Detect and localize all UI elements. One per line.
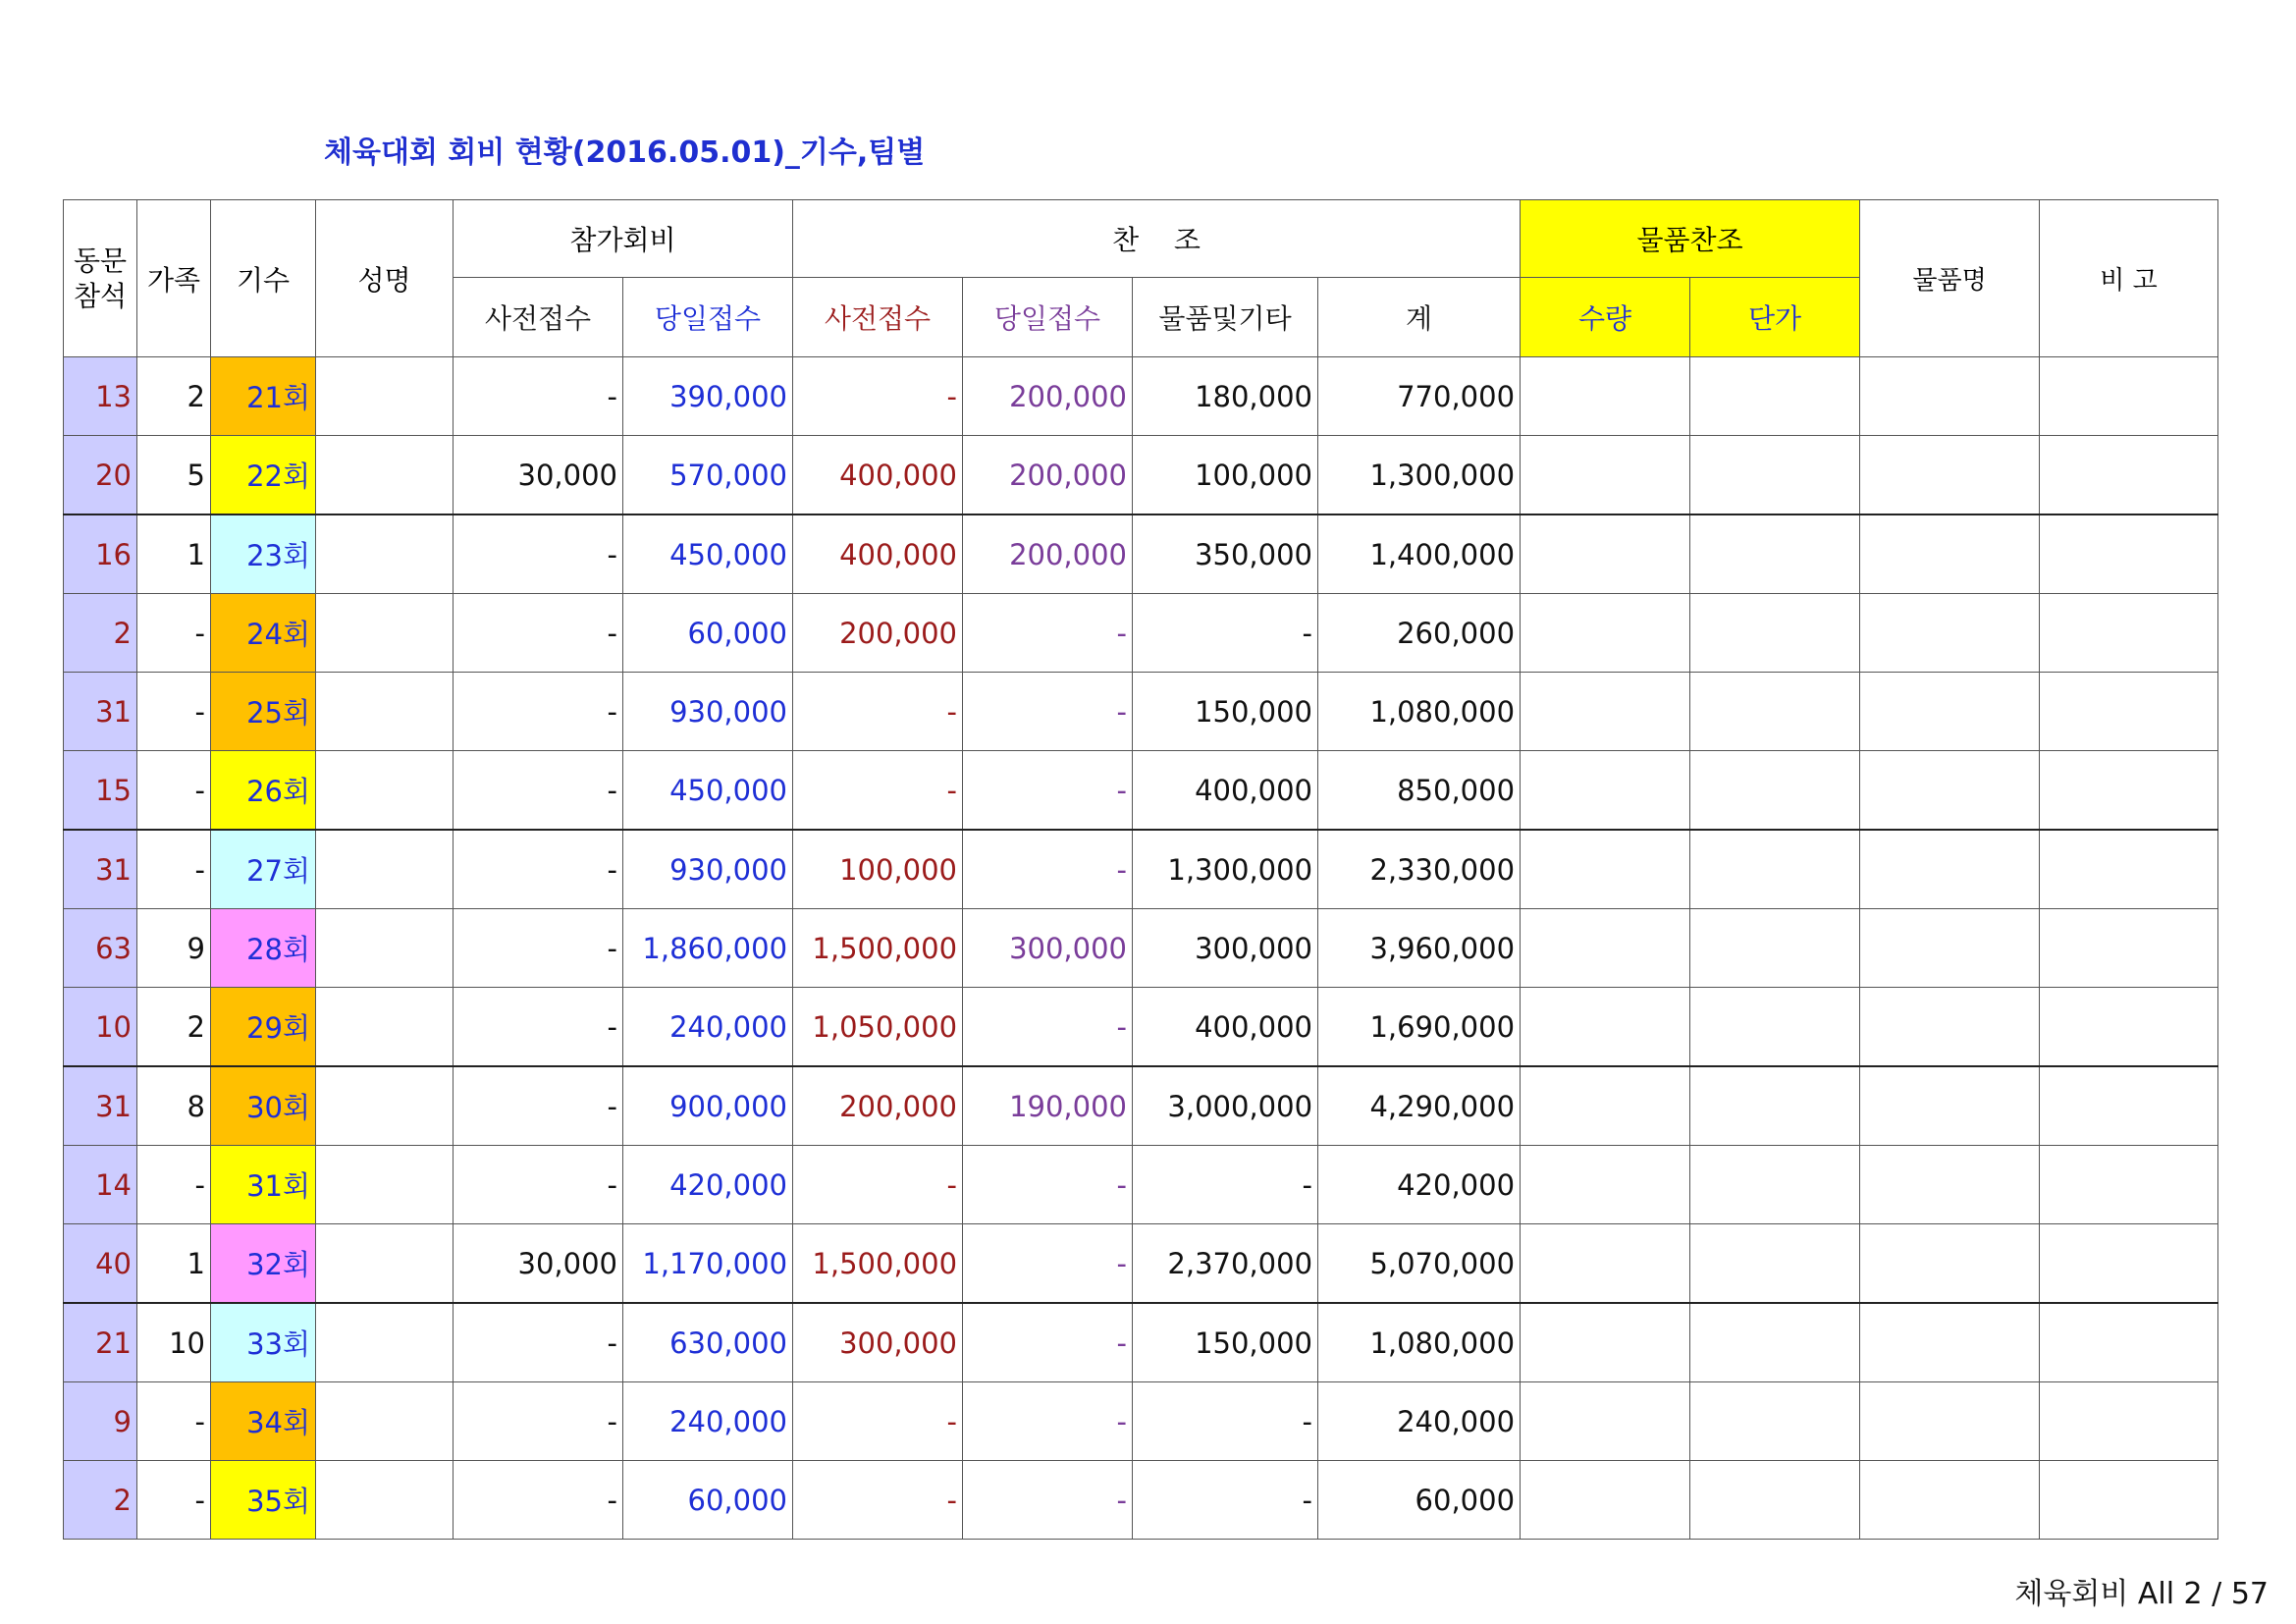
- header-fee-day: 당일접수: [623, 278, 793, 357]
- cell-gisu: 33회: [211, 1303, 316, 1382]
- cell-fee-day: 240,000: [623, 988, 793, 1067]
- cell-sponsor-day: -: [963, 1224, 1133, 1304]
- cell-gisu: 27회: [211, 830, 316, 909]
- header-name: 성명: [316, 200, 454, 357]
- cell-gisu: 34회: [211, 1382, 316, 1461]
- dues-table: [63, 199, 2218, 1540]
- cell-sponsor-day: -: [963, 673, 1133, 751]
- cell-fee-day: 630,000: [623, 1303, 793, 1382]
- cell-fee-pre: -: [454, 514, 623, 594]
- cell-goods-name: [1860, 673, 2040, 751]
- cell-sponsor-day: 190,000: [963, 1066, 1133, 1146]
- cell-sponsor-goods: 2,370,000: [1133, 1224, 1318, 1304]
- header-goods-name: 물품명: [1860, 200, 2040, 357]
- cell-fee-pre: -: [454, 1066, 623, 1146]
- cell-sponsor-goods: 350,000: [1133, 514, 1318, 594]
- header-qty: 수량: [1521, 278, 1690, 357]
- cell-goods-name: [1860, 1224, 2040, 1304]
- table-row: [64, 436, 2218, 515]
- cell-family: 1: [137, 514, 211, 594]
- cell-fee-pre: 30,000: [454, 1224, 623, 1304]
- cell-fee-pre: -: [454, 673, 623, 751]
- cell-sponsor-pre: 200,000: [793, 594, 963, 673]
- cell-total: 1,080,000: [1318, 673, 1521, 751]
- cell-sponsor-goods: -: [1133, 1382, 1318, 1461]
- cell-sponsor-day: 200,000: [963, 357, 1133, 436]
- cell-price: [1690, 436, 1860, 515]
- cell-fee-day: 60,000: [623, 1461, 793, 1540]
- cell-remark: [2040, 909, 2218, 988]
- cell-sponsor-day: -: [963, 830, 1133, 909]
- cell-price: [1690, 673, 1860, 751]
- cell-gisu: 35회: [211, 1461, 316, 1540]
- cell-remark: [2040, 1066, 2218, 1146]
- cell-fee-day: 390,000: [623, 357, 793, 436]
- cell-dongmun: 9: [64, 1382, 137, 1461]
- table-row: [64, 1224, 2218, 1304]
- cell-name: [316, 594, 454, 673]
- cell-name: [316, 830, 454, 909]
- table-row: [64, 1382, 2218, 1461]
- cell-name: [316, 436, 454, 515]
- cell-gisu: 32회: [211, 1224, 316, 1304]
- cell-dongmun: 2: [64, 1461, 137, 1540]
- cell-sponsor-day: -: [963, 1303, 1133, 1382]
- page-footer: 체육회비 All 2 / 57: [2014, 1577, 2269, 1611]
- table-row: [64, 1461, 2218, 1540]
- cell-qty: [1521, 751, 1690, 831]
- cell-price: [1690, 594, 1860, 673]
- cell-sponsor-pre: 100,000: [793, 830, 963, 909]
- cell-sponsor-day: -: [963, 1461, 1133, 1540]
- header-total: 계: [1318, 278, 1521, 357]
- header-goods-group: 물품찬조: [1521, 200, 1860, 278]
- cell-sponsor-day: -: [963, 751, 1133, 831]
- cell-sponsor-pre: -: [793, 357, 963, 436]
- cell-fee-pre: 30,000: [454, 436, 623, 515]
- cell-qty: [1521, 594, 1690, 673]
- table-row: [64, 751, 2218, 831]
- cell-qty: [1521, 357, 1690, 436]
- cell-qty: [1521, 1224, 1690, 1304]
- cell-dongmun: 63: [64, 909, 137, 988]
- cell-fee-day: 570,000: [623, 436, 793, 515]
- cell-family: -: [137, 751, 211, 831]
- cell-qty: [1521, 909, 1690, 988]
- cell-sponsor-goods: 150,000: [1133, 1303, 1318, 1382]
- cell-sponsor-day: 200,000: [963, 514, 1133, 594]
- cell-price: [1690, 1146, 1860, 1224]
- cell-goods-name: [1860, 1461, 2040, 1540]
- cell-sponsor-pre: -: [793, 1146, 963, 1224]
- cell-goods-name: [1860, 1303, 2040, 1382]
- header-dongmun: 동문 참석: [64, 200, 137, 357]
- cell-name: [316, 1303, 454, 1382]
- cell-family: -: [137, 594, 211, 673]
- cell-dongmun: 31: [64, 673, 137, 751]
- cell-gisu: 21회: [211, 357, 316, 436]
- cell-gisu: 28회: [211, 909, 316, 988]
- table-row: [64, 514, 2218, 594]
- cell-total: 1,080,000: [1318, 1303, 1521, 1382]
- cell-remark: [2040, 1224, 2218, 1304]
- cell-family: -: [137, 673, 211, 751]
- table-row: [64, 988, 2218, 1067]
- cell-dongmun: 2: [64, 594, 137, 673]
- cell-sponsor-pre: 200,000: [793, 1066, 963, 1146]
- cell-remark: [2040, 1146, 2218, 1224]
- cell-name: [316, 909, 454, 988]
- cell-sponsor-pre: -: [793, 1461, 963, 1540]
- cell-dongmun: 15: [64, 751, 137, 831]
- cell-family: 5: [137, 436, 211, 515]
- cell-dongmun: 40: [64, 1224, 137, 1304]
- cell-sponsor-goods: -: [1133, 1146, 1318, 1224]
- cell-name: [316, 988, 454, 1067]
- cell-sponsor-pre: 400,000: [793, 436, 963, 515]
- cell-gisu: 26회: [211, 751, 316, 831]
- cell-fee-pre: -: [454, 1303, 623, 1382]
- cell-remark: [2040, 673, 2218, 751]
- cell-sponsor-pre: 400,000: [793, 514, 963, 594]
- cell-total: 3,960,000: [1318, 909, 1521, 988]
- cell-fee-day: 1,170,000: [623, 1224, 793, 1304]
- cell-sponsor-goods: 3,000,000: [1133, 1066, 1318, 1146]
- cell-sponsor-goods: -: [1133, 1461, 1318, 1540]
- cell-goods-name: [1860, 1146, 2040, 1224]
- cell-sponsor-goods: -: [1133, 594, 1318, 673]
- cell-goods-name: [1860, 1066, 2040, 1146]
- cell-fee-pre: -: [454, 1382, 623, 1461]
- cell-name: [316, 1066, 454, 1146]
- cell-price: [1690, 1066, 1860, 1146]
- cell-family: -: [137, 1146, 211, 1224]
- cell-dongmun: 31: [64, 830, 137, 909]
- cell-total: 850,000: [1318, 751, 1521, 831]
- cell-goods-name: [1860, 1382, 2040, 1461]
- cell-sponsor-goods: 400,000: [1133, 751, 1318, 831]
- cell-remark: [2040, 436, 2218, 515]
- cell-total: 60,000: [1318, 1461, 1521, 1540]
- cell-fee-pre: -: [454, 1461, 623, 1540]
- header-sponsor-group: 찬 조: [793, 200, 1521, 278]
- table-row: [64, 1146, 2218, 1224]
- cell-name: [316, 1224, 454, 1304]
- cell-fee-day: 450,000: [623, 751, 793, 831]
- cell-gisu: 29회: [211, 988, 316, 1067]
- cell-fee-pre: -: [454, 751, 623, 831]
- cell-sponsor-day: 200,000: [963, 436, 1133, 515]
- cell-price: [1690, 514, 1860, 594]
- cell-gisu: 22회: [211, 436, 316, 515]
- cell-sponsor-goods: 300,000: [1133, 909, 1318, 988]
- cell-qty: [1521, 1382, 1690, 1461]
- cell-fee-pre: -: [454, 830, 623, 909]
- cell-price: [1690, 1303, 1860, 1382]
- cell-remark: [2040, 594, 2218, 673]
- cell-gisu: 24회: [211, 594, 316, 673]
- cell-qty: [1521, 1066, 1690, 1146]
- cell-fee-day: 60,000: [623, 594, 793, 673]
- table-row: [64, 830, 2218, 909]
- cell-goods-name: [1860, 514, 2040, 594]
- cell-fee-day: 420,000: [623, 1146, 793, 1224]
- cell-fee-day: 1,860,000: [623, 909, 793, 988]
- cell-goods-name: [1860, 988, 2040, 1067]
- cell-dongmun: 13: [64, 357, 137, 436]
- cell-dongmun: 31: [64, 1066, 137, 1146]
- cell-qty: [1521, 830, 1690, 909]
- cell-name: [316, 1382, 454, 1461]
- cell-price: [1690, 1224, 1860, 1304]
- header-gisu: 기수: [211, 200, 316, 357]
- cell-sponsor-day: -: [963, 988, 1133, 1067]
- cell-sponsor-day: -: [963, 1146, 1133, 1224]
- cell-fee-pre: -: [454, 594, 623, 673]
- cell-qty: [1521, 988, 1690, 1067]
- cell-remark: [2040, 1382, 2218, 1461]
- cell-family: 8: [137, 1066, 211, 1146]
- table-row: [64, 357, 2218, 436]
- cell-total: 1,400,000: [1318, 514, 1521, 594]
- cell-sponsor-goods: 1,300,000: [1133, 830, 1318, 909]
- cell-family: 9: [137, 909, 211, 988]
- cell-fee-day: 240,000: [623, 1382, 793, 1461]
- cell-family: -: [137, 830, 211, 909]
- cell-sponsor-day: -: [963, 594, 1133, 673]
- cell-sponsor-day: -: [963, 1382, 1133, 1461]
- cell-sponsor-pre: 1,500,000: [793, 1224, 963, 1304]
- cell-price: [1690, 909, 1860, 988]
- cell-sponsor-pre: -: [793, 1382, 963, 1461]
- cell-price: [1690, 988, 1860, 1067]
- cell-remark: [2040, 514, 2218, 594]
- cell-name: [316, 1146, 454, 1224]
- cell-name: [316, 673, 454, 751]
- table-row: [64, 1066, 2218, 1146]
- cell-price: [1690, 830, 1860, 909]
- cell-family: 10: [137, 1303, 211, 1382]
- cell-price: [1690, 1461, 1860, 1540]
- cell-total: 770,000: [1318, 357, 1521, 436]
- cell-family: 2: [137, 357, 211, 436]
- header-fee-group: 참가회비: [454, 200, 793, 278]
- cell-price: [1690, 357, 1860, 436]
- cell-goods-name: [1860, 909, 2040, 988]
- cell-total: 1,300,000: [1318, 436, 1521, 515]
- cell-family: 2: [137, 988, 211, 1067]
- cell-family: -: [137, 1461, 211, 1540]
- cell-sponsor-pre: 300,000: [793, 1303, 963, 1382]
- cell-sponsor-goods: 400,000: [1133, 988, 1318, 1067]
- cell-sponsor-pre: -: [793, 673, 963, 751]
- cell-sponsor-pre: 1,050,000: [793, 988, 963, 1067]
- cell-total: 5,070,000: [1318, 1224, 1521, 1304]
- cell-qty: [1521, 514, 1690, 594]
- cell-fee-pre: -: [454, 909, 623, 988]
- cell-family: -: [137, 1382, 211, 1461]
- cell-gisu: 23회: [211, 514, 316, 594]
- cell-dongmun: 16: [64, 514, 137, 594]
- cell-fee-day: 930,000: [623, 673, 793, 751]
- cell-sponsor-pre: 1,500,000: [793, 909, 963, 988]
- header-sponsor-pre: 사전접수: [793, 278, 963, 357]
- cell-remark: [2040, 357, 2218, 436]
- cell-fee-pre: -: [454, 357, 623, 436]
- table-row: [64, 594, 2218, 673]
- cell-remark: [2040, 830, 2218, 909]
- cell-qty: [1521, 1146, 1690, 1224]
- cell-total: 4,290,000: [1318, 1066, 1521, 1146]
- cell-sponsor-goods: 150,000: [1133, 673, 1318, 751]
- cell-qty: [1521, 1303, 1690, 1382]
- header-family: 가족: [137, 200, 211, 357]
- cell-fee-day: 450,000: [623, 514, 793, 594]
- table-row: [64, 1303, 2218, 1382]
- cell-name: [316, 751, 454, 831]
- cell-gisu: 31회: [211, 1146, 316, 1224]
- cell-name: [316, 514, 454, 594]
- cell-gisu: 25회: [211, 673, 316, 751]
- cell-fee-day: 900,000: [623, 1066, 793, 1146]
- cell-qty: [1521, 1461, 1690, 1540]
- cell-remark: [2040, 751, 2218, 831]
- cell-remark: [2040, 988, 2218, 1067]
- cell-name: [316, 357, 454, 436]
- cell-goods-name: [1860, 830, 2040, 909]
- header-sponsor-goods: 물품및기타: [1133, 278, 1318, 357]
- cell-dongmun: 14: [64, 1146, 137, 1224]
- cell-total: 1,690,000: [1318, 988, 1521, 1067]
- cell-goods-name: [1860, 436, 2040, 515]
- cell-qty: [1521, 673, 1690, 751]
- header-sponsor-day: 당일접수: [963, 278, 1133, 357]
- cell-remark: [2040, 1461, 2218, 1540]
- cell-goods-name: [1860, 594, 2040, 673]
- cell-price: [1690, 1382, 1860, 1461]
- cell-fee-pre: -: [454, 988, 623, 1067]
- cell-fee-day: 930,000: [623, 830, 793, 909]
- header-remark: 비 고: [2040, 200, 2218, 357]
- cell-dongmun: 20: [64, 436, 137, 515]
- header-fee-pre: 사전접수: [454, 278, 623, 357]
- page-title: 체육대회 회비 현황(2016.05.01)_기수,팀별: [324, 135, 926, 170]
- cell-goods-name: [1860, 357, 2040, 436]
- cell-sponsor-goods: 100,000: [1133, 436, 1318, 515]
- table-row: [64, 909, 2218, 988]
- cell-sponsor-day: 300,000: [963, 909, 1133, 988]
- cell-total: 420,000: [1318, 1146, 1521, 1224]
- cell-goods-name: [1860, 751, 2040, 831]
- cell-fee-pre: -: [454, 1146, 623, 1224]
- header-price: 단가: [1690, 278, 1860, 357]
- table-row: [64, 673, 2218, 751]
- cell-name: [316, 1461, 454, 1540]
- cell-dongmun: 10: [64, 988, 137, 1067]
- cell-qty: [1521, 436, 1690, 515]
- cell-sponsor-pre: -: [793, 751, 963, 831]
- cell-gisu: 30회: [211, 1066, 316, 1146]
- cell-total: 2,330,000: [1318, 830, 1521, 909]
- cell-sponsor-goods: 180,000: [1133, 357, 1318, 436]
- cell-family: 1: [137, 1224, 211, 1304]
- cell-total: 260,000: [1318, 594, 1521, 673]
- cell-remark: [2040, 1303, 2218, 1382]
- cell-price: [1690, 751, 1860, 831]
- cell-dongmun: 21: [64, 1303, 137, 1382]
- cell-total: 240,000: [1318, 1382, 1521, 1461]
